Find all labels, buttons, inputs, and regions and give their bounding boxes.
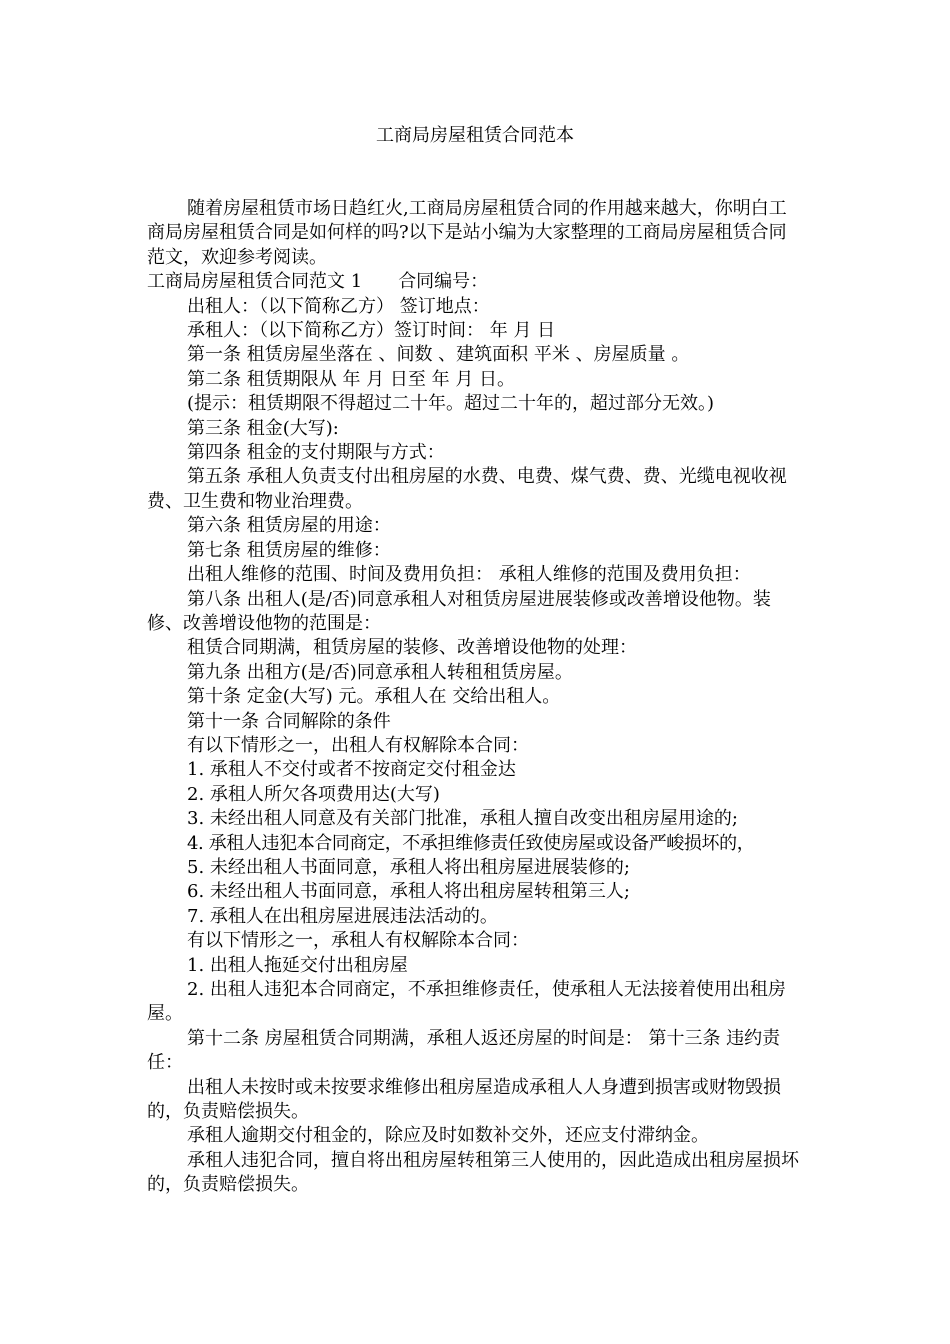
- paragraph: 第三条 租金(大写):: [187, 417, 339, 439]
- contract-sample-heading: 工商局房屋租赁合同范文 1: [147, 271, 363, 293]
- paragraph: 有以下情形之一，承租人有权解除本合同：: [187, 930, 529, 952]
- list-item: 6. 未经出租人书面同意，承租人将出租房屋转租第三人;: [187, 881, 630, 903]
- paragraph: 第十条 定金(大写) 元。承租人在 交给出租人。: [187, 686, 561, 708]
- list-item: 1. 承租人不交付或者不按商定交付租金达: [187, 759, 516, 781]
- contract-heading-line: [147, 270, 802, 294]
- paragraph: 出租人维修的范围、时间及费用负担： 承租人维修的范围及费用负担：: [187, 564, 751, 586]
- paragraph: 第二条 租赁期限从 年 月 日至 年 月 日。: [187, 368, 516, 390]
- paragraph: 第十一条 合同解除的条件: [187, 710, 391, 732]
- paragraph: 第一条 租赁房屋坐落在 、间数 、建筑面积 平米 、房屋质量 。: [187, 344, 690, 366]
- list-item: 2. 出租人违犯本合同商定，不承担维修责任，使承租人无法接着使用出租房屋。: [147, 979, 786, 1025]
- intro-paragraph: 随着房屋租赁市场日趋红火,工商局房屋租赁合同的作用越来越大，你明白工商局房屋租赁合同是如何样的吗?以下是站小编为大家整理的工商局房屋租赁合同范文，欢迎参考阅读。: [147, 198, 787, 268]
- list-item: 2. 承租人所欠各项费用达(大写): [187, 783, 440, 805]
- document-body: [147, 197, 802, 1198]
- list-item: 3. 未经出租人同意及有关部门批准，承租人擅自改变出租房屋用途的;: [187, 808, 738, 830]
- list-item: 7. 承租人在出租房屋进展违法活动的。: [187, 905, 498, 927]
- document-title: 工商局房屋租赁合同范本: [376, 125, 574, 146]
- paragraph: 第六条 租赁房屋的用途：: [187, 515, 391, 537]
- paragraph: 第七条 租赁房屋的维修：: [187, 539, 391, 561]
- paragraph: 出租人未按时或未按要求维修出租房屋造成承租人人身遭到损害或财物毁损的，负责赔偿损失。: [147, 1076, 781, 1123]
- contract-number-label: 合同编号：: [398, 271, 489, 293]
- paragraph: 有以下情形之一，出租人有权解除本合同：: [187, 734, 529, 756]
- paragraph: 出租人：（以下简称乙方） 签订地点：: [187, 295, 490, 317]
- paragraph: 第九条 出租方(是/否)同意承租人转租租赁房屋。: [187, 661, 573, 683]
- paragraph: 第五条 承租人负责支付出租房屋的水费、电费、煤气费、费、光缆电视收视费、卫生费和物业治理费。: [147, 466, 787, 512]
- paragraph: 承租人逾期交付租金的，除应及时如数补交外，还应支付滞纳金。: [187, 1125, 709, 1147]
- paragraph: (提示：租赁期限不得超过二十年。超过二十年的，超过部分无效。): [187, 393, 715, 415]
- list-item: 4. 承租人违犯本合同商定，不承担维修责任致使房屋或设备严峻损坏的，: [187, 832, 755, 854]
- paragraph: 承租人违犯合同，擅自将出租房屋转租第三人使用的，因此造成出租房屋损坏的，负责赔偿损失。: [147, 1149, 799, 1196]
- paragraph: 承租人：（以下简称乙方）签订时间： 年 月 日: [187, 320, 556, 342]
- paragraph: 第四条 租金的支付期限与方式：: [187, 442, 445, 464]
- list-item: 5. 未经出租人书面同意，承租人将出租房屋进展装修的;: [187, 856, 630, 878]
- paragraph: 第十二条 房屋租赁合同期满，承租人返还房屋的时间是： 第十三条 违约责任：: [147, 1027, 781, 1074]
- paragraph: 第八条 出租人(是/否)同意承租人对租赁房屋进展装修或改善增设他物。装修、改善增设他物的范围是：: [147, 588, 771, 634]
- paragraph: 租赁合同期满，租赁房屋的装修、改善增设他物的处理：: [187, 637, 637, 659]
- list-item: 1. 出租人拖延交付出租房屋: [187, 954, 408, 976]
